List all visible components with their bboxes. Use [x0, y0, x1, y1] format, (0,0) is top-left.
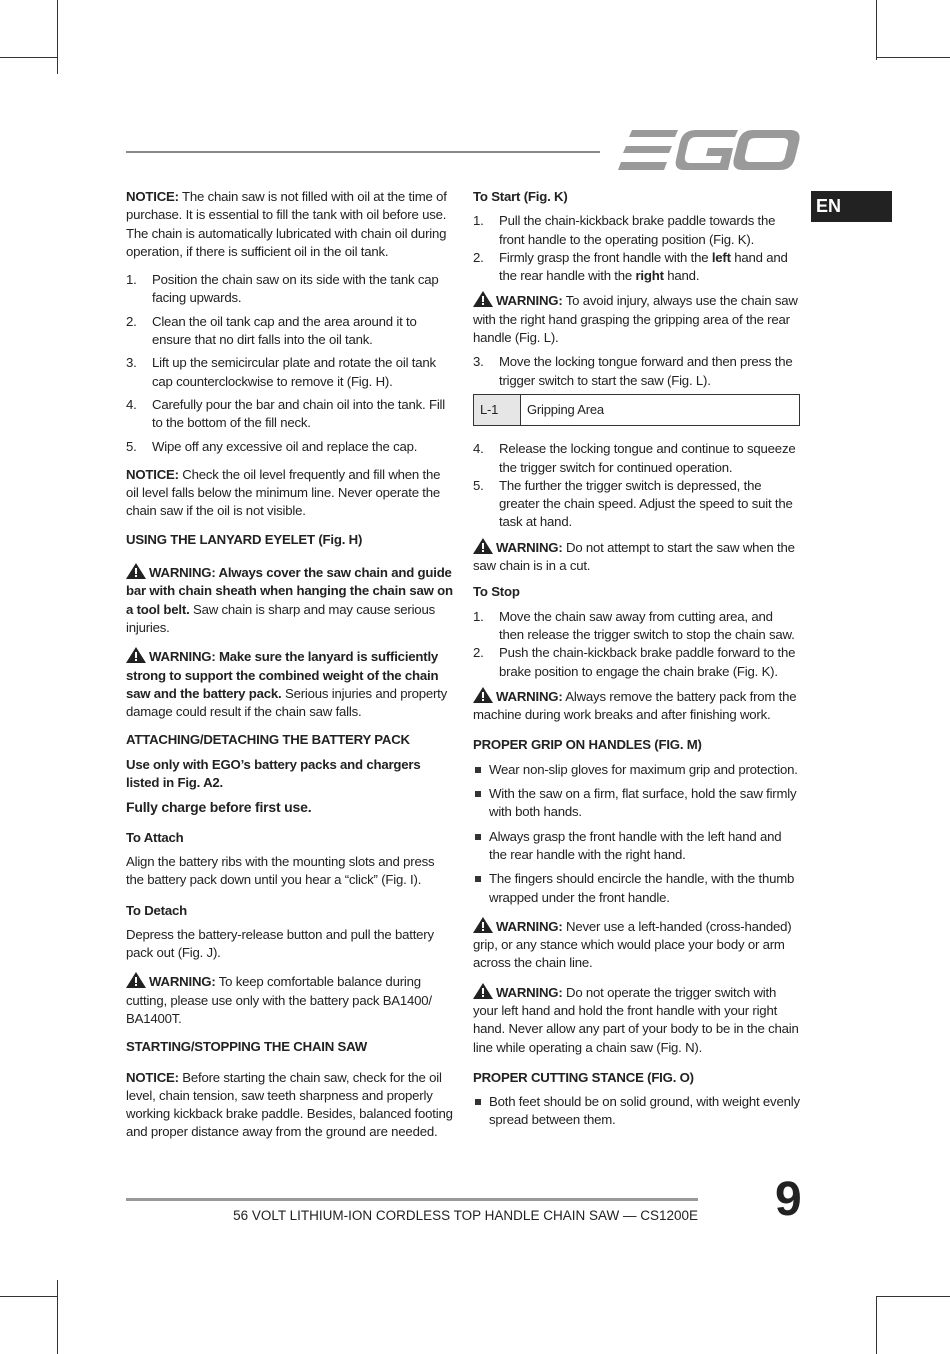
list-item: 5. Wipe off any excessive oil and replace the cap.: [126, 438, 418, 454]
header-rule: [126, 151, 600, 153]
start-steps-b: [473, 353, 801, 390]
crop-mark: [876, 1296, 877, 1354]
heading-lanyard: USING THE LANYARD EYELET (Fig. H): [126, 531, 363, 547]
warning-icon: [473, 983, 493, 999]
crop-mark: [0, 1296, 57, 1297]
stop-steps: [473, 608, 801, 681]
page-number: 9: [775, 1173, 802, 1226]
oil-fill-steps: [126, 271, 454, 456]
heading-battery: ATTACHING/DETACHING THE BATTERY PACK: [126, 732, 410, 748]
list-item: 2. Clean the oil tank cap and the area around it to ensure that no dirt falls into the oil tank.: [126, 313, 417, 348]
notice-oil-level: NOTICE: Check the oil level frequently and fill when the oil level falls below the minimum line. Never operate the chain saw if the oil is not visible.: [126, 466, 441, 519]
list-item: With the saw on a firm, flat surface, hold the saw firmly with both hands.: [473, 785, 801, 822]
list-item: 4. Release the locking tongue and continue to squeeze the trigger switch for continued operation.: [473, 441, 796, 475]
footer-title: 56 VOLT LITHIUM-ION CORDLESS TOP HANDLE CHAIN SAW — CS1200E: [233, 1208, 698, 1223]
list-item: 1. Move the chain saw away from cutting area, and then release the trigger switch to stop the chain saw.: [473, 608, 795, 642]
crop-mark: [0, 57, 57, 58]
list-item: The fingers should encircle the handle, with the thumb wrapped under the front handle.: [473, 870, 801, 907]
heading-to-start: To Start (Fig. K): [473, 189, 568, 204]
start-steps-a: [473, 212, 801, 285]
list-item: Wear non-slip gloves for maximum grip and protection.: [473, 761, 801, 779]
figure-legend-table: [473, 394, 800, 426]
crop-mark: [876, 0, 877, 60]
list-item: Both feet should be on solid ground, with weight evenly spread between them.: [473, 1093, 801, 1130]
list-item: 5. The further the trigger switch is depressed, the greater the chain speed. Adjust the speed to suit the task at hand.: [473, 477, 793, 530]
table-cell-label: L-1: [474, 394, 521, 425]
list-item: 2. Push the chain-kickback brake paddle forward to the brake position to engage the chain brake (Fig. K).: [473, 645, 796, 679]
heading-grip: PROPER GRIP ON HANDLES (FIG. M): [473, 737, 702, 753]
heading-detach: To Detach: [126, 902, 187, 918]
footer-rule: [126, 1198, 698, 1201]
grip-list: [473, 761, 801, 907]
right-column: [473, 188, 801, 1140]
warning-icon: [126, 647, 146, 663]
list-item: 4. Carefully pour the bar and chain oil into the tank. Fill to the bottom of the fill neck.: [126, 396, 446, 431]
crop-mark: [57, 0, 58, 74]
crop-mark: [876, 1296, 950, 1297]
start-steps-c: [473, 440, 801, 531]
warning-right-hand: WARNING: To avoid injury, always use the chain saw with the right hand grasping the gripping area of the rear handle (Fig. L).: [473, 293, 798, 346]
list-item: 3. Lift up the semicircular plate and rotate the oil tank cap counterclockwise to remove it (Fig. H).: [126, 355, 436, 389]
table-cell-value: Gripping Area: [521, 394, 800, 425]
list-item: Always grasp the front handle with the left hand and the rear handle with the right hand.: [473, 828, 801, 865]
list-item: 1. Position the chain saw on its side with the tank cap facing upwards.: [126, 272, 439, 306]
battery-note: Use only with EGO’s battery packs and chargers listed in Fig. A2.: [126, 756, 421, 791]
attach-text: Align the battery ribs with the mounting slots and press the battery pack down until you hear a “click” (Fig. I).: [126, 853, 435, 888]
notice-before-start: NOTICE: Before starting the chain saw, check for the oil level, chain tension, saw teeth sharpness and properly working kickback brake paddle. Besides, balanced footing and proper distance away from the ground are needed.: [126, 1069, 453, 1140]
notice-oil-fill: NOTICE: The chain saw is not filled with oil at the time of purchase. It is essential to fill the tank with oil before use. The chain is automatically lubricated with chain oil during operation, if there is sufficient oil in the oil tank.: [126, 189, 447, 259]
language-tab: EN: [811, 191, 892, 222]
left-column: [126, 188, 454, 1152]
warning-saw-in-cut: WARNING: Do not attempt to start the saw when the saw chain is in a cut.: [473, 539, 795, 574]
heading-stance: PROPER CUTTING STANCE (FIG. O): [473, 1069, 694, 1085]
warning-lanyard-cover: WARNING: Always cover the saw chain and guide bar with chain sheath when hanging the chain saw on a tool belt. Saw chain is sharp and may cause serious injuries.: [126, 565, 453, 635]
warning-cross-handed: WARNING: Never use a left-handed (cross-handed) grip, or any stance which would place your body or arm across the chain line.: [473, 918, 792, 971]
charge-note: Fully charge before first use.: [126, 799, 312, 816]
list-item: 1. Pull the chain-kickback brake paddle towards the front handle to the operating position (Fig. K).: [473, 213, 776, 247]
crop-mark: [876, 57, 950, 58]
warning-icon: [473, 917, 493, 933]
table-row: [474, 394, 800, 425]
heading-to-stop: To Stop: [473, 584, 520, 600]
heading-start-stop: STARTING/STOPPING THE CHAIN SAW: [126, 1039, 367, 1055]
warning-icon: [473, 538, 493, 554]
warning-icon: [126, 972, 146, 988]
warning-icon: [126, 563, 146, 579]
list-item: 2. Firmly grasp the front handle with the left hand and the rear handle with the right hand.: [473, 249, 788, 284]
warning-icon: [473, 687, 493, 703]
warning-remove-battery: WARNING: Always remove the battery pack from the machine during work breaks and after finishing work.: [473, 688, 797, 723]
stance-list: [473, 1093, 801, 1130]
warning-icon: [473, 291, 493, 307]
ego-logo: [618, 128, 800, 172]
warning-trigger-hand: WARNING: Do not operate the trigger switch with your left hand and hold the front handle with your right hand. Never allow any part of your body to be in the chain line while operating a chain saw (Fig. N).: [473, 984, 799, 1055]
warning-battery-balance: WARNING: To keep comfortable balance during cutting, please use only with the battery pack BA1400/ BA1400T.: [126, 974, 432, 1026]
detach-text: Depress the battery-release button and pull the battery pack out (Fig. J).: [126, 926, 434, 961]
heading-attach: To Attach: [126, 829, 184, 845]
crop-mark: [57, 1280, 58, 1354]
list-item: 3. Move the locking tongue forward and then press the trigger switch to start the saw (Fig. L).: [473, 354, 793, 388]
warning-lanyard-strength: WARNING: Make sure the lanyard is sufficiently strong to support the combined weight of the chain saw and the battery pack. Serious injuries and property damage could result if the chain saw falls.: [126, 649, 448, 720]
